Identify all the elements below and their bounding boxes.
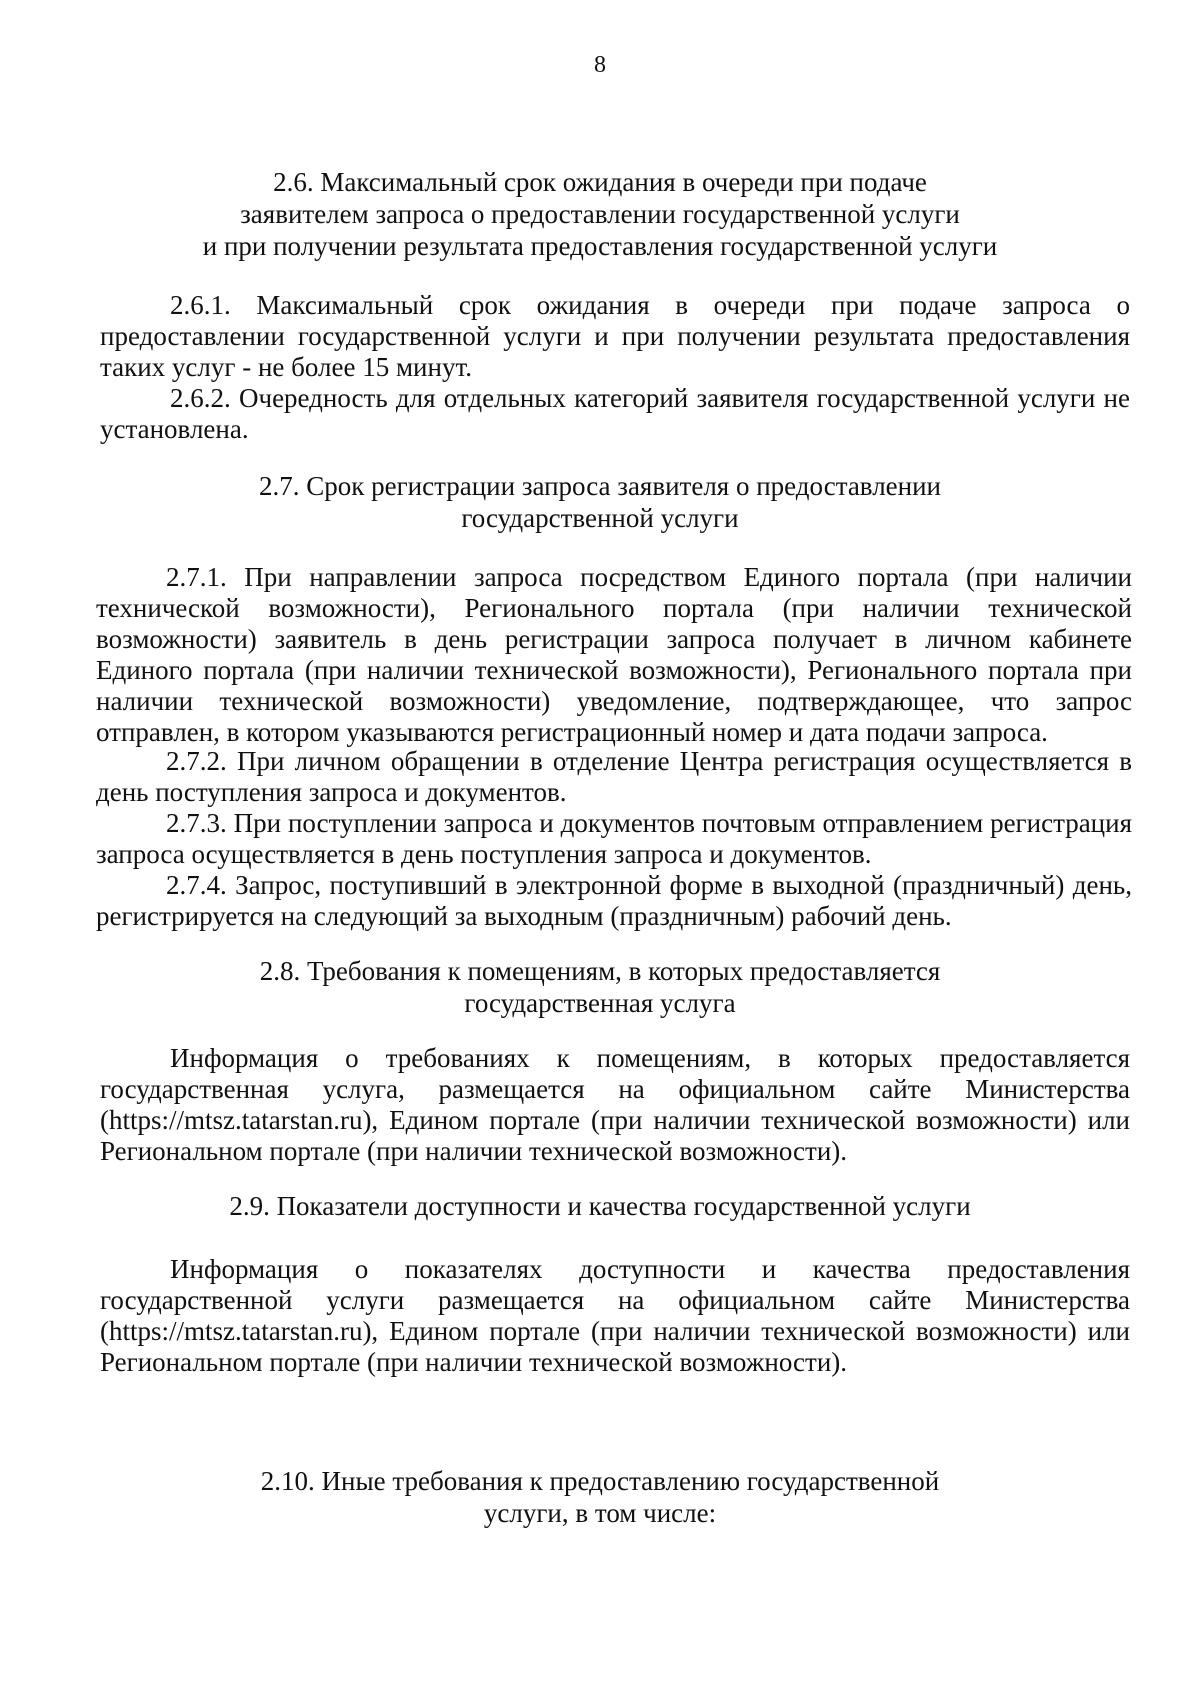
section-heading-2-10	[90, 1465, 1110, 1529]
heading-line: 2.7. Срок регистрации запроса заявителя о предоставлении	[258, 471, 941, 501]
heading-line: государственная услуга	[464, 988, 736, 1018]
heading-line: 2.9. Показатели доступности и качества государственной услуги	[229, 1191, 971, 1221]
paragraph-2-6-2: 2.6.2. Очередность для отдельных категорий заявителя государственной услуги не установлена.	[100, 383, 1130, 444]
paragraph-2-7-2: 2.7.2. При личном обращении в отделение Центра регистрация осуществляется в день поступления запроса и документов.	[96, 746, 1132, 807]
heading-line: 2.6. Максимальный срок ожидания в очереди при подаче	[273, 167, 927, 197]
heading-line: услуги, в том числе:	[483, 1498, 717, 1528]
heading-line: и при получении результата предоставления государственной услуги	[202, 231, 998, 261]
paragraph-2-7-1: 2.7.1. При направлении запроса посредством Единого портала (при наличии технической возможности), Регионального портала (при наличии технической возможности) заявитель в день регистрации запроса получает в личном кабинете Единого портала (при наличии технической возможности), Регионального портала при наличии технической возможности) уведомление, подтверждающее, что запрос отправлен, в котором указываются регистрационный номер и дата подачи запроса.	[96, 562, 1132, 747]
section-heading-2-7	[90, 470, 1110, 534]
paragraph-2-9: Информация о показателях доступности и качества предоставления государственной услуги размещается на официальном сайте Министерства (https://mtsz.tatarstan.ru), Едином портале (при наличии технической возможности) или Региональном портале (при наличии технической возможности).	[100, 1254, 1130, 1377]
paragraph-2-7-3: 2.7.3. При поступлении запроса и документов почтовым отправлением регистрация запроса осуществляется в день поступления запроса и документов.	[96, 808, 1132, 869]
heading-line: государственной услуги	[461, 503, 739, 533]
heading-line: 2.8. Требования к помещениям, в которых предоставляется	[259, 956, 941, 986]
paragraph-2-8: Информация о требованиях к помещениям, в которых предоставляется государственная услуга, размещается на официальном сайте Министерства (https://mtsz.tatarstan.ru), Едином портале (при наличии технической возможности) или Региональном портале (при наличии технической возможности).	[100, 1043, 1130, 1166]
heading-line: 2.10. Иные требования к предоставлению государственной	[260, 1466, 940, 1496]
heading-line: заявителем запроса о предоставлении государственной услуги	[240, 199, 960, 229]
paragraph-2-6-1: 2.6.1. Максимальный срок ожидания в очереди при подаче запроса о предоставлении государственной услуги и при получении результата предоставления таких услуг - не более 15 минут.	[100, 290, 1130, 382]
page-number: 8	[594, 52, 606, 78]
paragraph-2-7-4: 2.7.4. Запрос, поступивший в электронной форме в выходной (праздничный) день, регистрируется на следующий за выходным (праздничным) рабочий день.	[96, 870, 1132, 931]
section-heading-2-9	[90, 1190, 1110, 1222]
section-heading-2-8	[90, 955, 1110, 1019]
section-heading-2-6	[90, 166, 1110, 262]
